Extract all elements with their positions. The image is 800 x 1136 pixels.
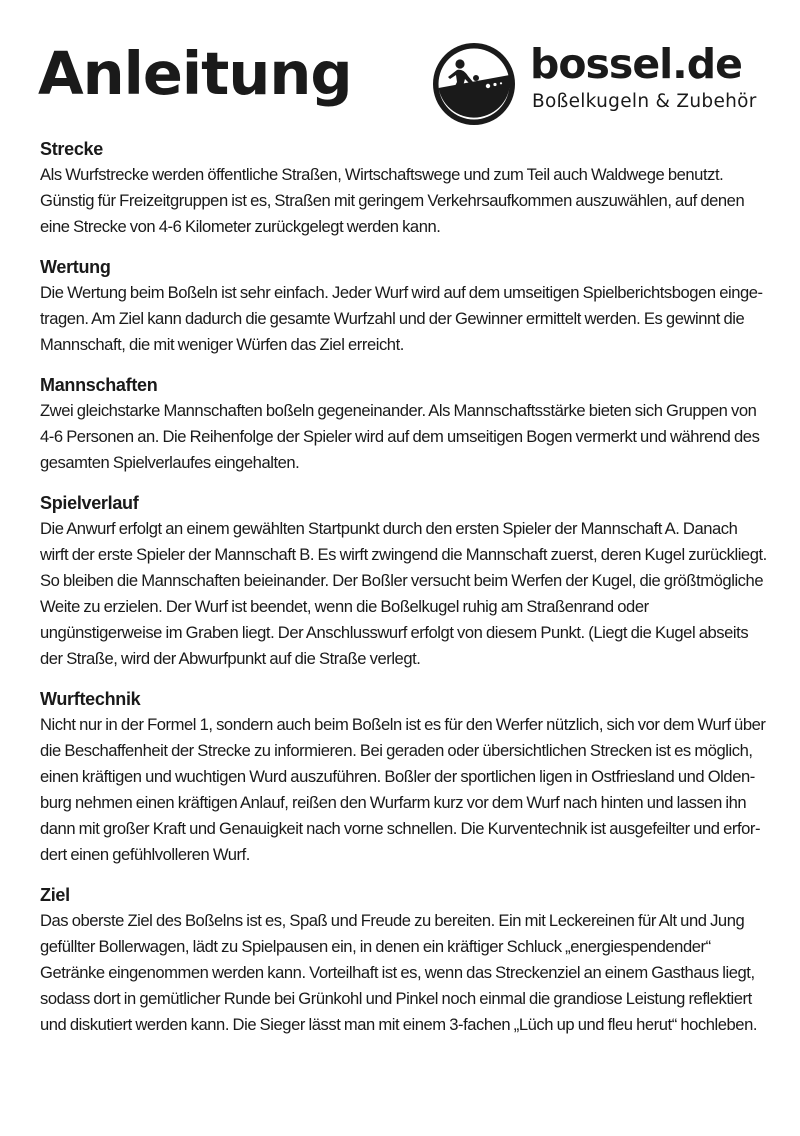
bosseler-logo-svg xyxy=(432,42,516,126)
section-body: Das oberste Ziel des Boßelns ist es, Spaß und Freude zu bereiten. Ein mit Leckereinen für Alt und Jung gefüllter Bollerwagen, lädt zu Spielpausen ein, in denen ein kräftiger Schluck „energiespendender“ Getränke eingenommen werden kann. Vorteilhaft ist es, wenn das Streckenziel an einem Gasthaus liegt, sodass dort in gemütlicher Runde bei Grünkohl und Pinkel noch einmal die grandiose Leistung reflektiert und diskutiert werden kann. Die Sieger lässt man mit einem 3-fachen „Lüch up und fleu herut“ hochleben. xyxy=(40,911,758,1034)
bosseler-logo-icon xyxy=(432,42,516,126)
instruction-page xyxy=(40,0,768,1136)
section-heading: Wertung xyxy=(40,257,111,277)
section-heading: Mannschaften xyxy=(40,375,158,395)
section-body: Die Wertung beim Boßeln ist sehr einfach. Jeder Wurf wird auf dem umseitigen Spielberichtsbogen eingetragen. Am Ziel kann dadurch die gesamte Wurfzahl und der Gewinner ermittelt werden. Es gewinnt die Mannschaft, die mit weniger Würfen das Ziel erreicht. xyxy=(40,283,764,354)
brand-name: bossel.de xyxy=(530,40,742,88)
section-mannschaften xyxy=(40,372,768,476)
section-spielverlauf xyxy=(40,490,768,672)
section-wertung xyxy=(40,254,768,358)
page-title: Anleitung xyxy=(38,39,352,108)
brand-tagline: Boßelkugeln & Zubehör xyxy=(532,91,757,112)
page-header xyxy=(40,0,768,136)
section-ziel xyxy=(40,882,768,1038)
section-body: Nicht nur in der Formel 1, sondern auch beim Boßeln ist es für den Werfer nützlich, sich vor dem Wurf über die Beschaffenheit der Strecke zu informieren. Bei geraden oder übersichtlichen Strecken ist es möglich, einen kräftigen und wuchtigen Wurd auszuführen. Boßler der sportlichen ligen in Ostfriesland und Oldenburg nehmen einen kräftigen Anlauf, reißen den Wurfarm kurz vor dem Wurf nach hinten und lassen ihn dann mit großer Kraft und Genauigkeit nach vorne schnellen. Die Kurventechnik ist ausgefeilter und erfordert einen gefühlvolleren Wurf. xyxy=(40,715,766,864)
section-body: Zwei gleichstarke Mannschaften boßeln gegeneinander. Als Mannschaftsstärke bieten sich Gruppen von 4-6 Personen an. Die Reihenfolge der Spieler wird auf dem umseitigen Bogen vermerkt und während des gesamten Spielverlaufes eingehalten. xyxy=(40,401,760,472)
section-heading: Wurftechnik xyxy=(40,689,141,709)
section-heading: Strecke xyxy=(40,139,103,159)
section-body: Als Wurfstrecke werden öffentliche Straßen, Wirtschaftswege und zum Teil auch Waldwege benutzt. Günstig für Freizeitgruppen ist es, Straßen mit geringem Verkehrsaufkommen auszuwählen, auf denen eine Strecke von 4-6 Kilometer zurückgelegt werden kann. xyxy=(40,165,745,236)
section-wurftechnik xyxy=(40,686,768,868)
section-body: Die Anwurf erfolgt an einem gewählten Startpunkt durch den ersten Spieler der Mannschaft A. Danach wirft der erste Spieler der Mannschaft B. Es wirft zwingend die Mannschaft zuerst, deren Kugel zurückliegt. So bleiben die Mannschaften beieinander. Der Boßler versucht beim Werfen der Kugel, die größtmögliche Weite zu erzielen. Der Wurf ist beendet, wenn die Boßelkugel ruhig am Straßenrand oder ungünstigerweise im Graben liegt. Der Anschlusswurf erfolgt von diesem Punkt. (Liegt die Kugel abseits der Straße, wird der Abwurfpunkt auf die Straße verlegt. xyxy=(40,519,767,668)
section-strecke xyxy=(40,136,768,240)
brand-block xyxy=(432,40,768,124)
section-heading: Spielverlauf xyxy=(40,493,139,513)
section-heading: Ziel xyxy=(40,885,70,905)
